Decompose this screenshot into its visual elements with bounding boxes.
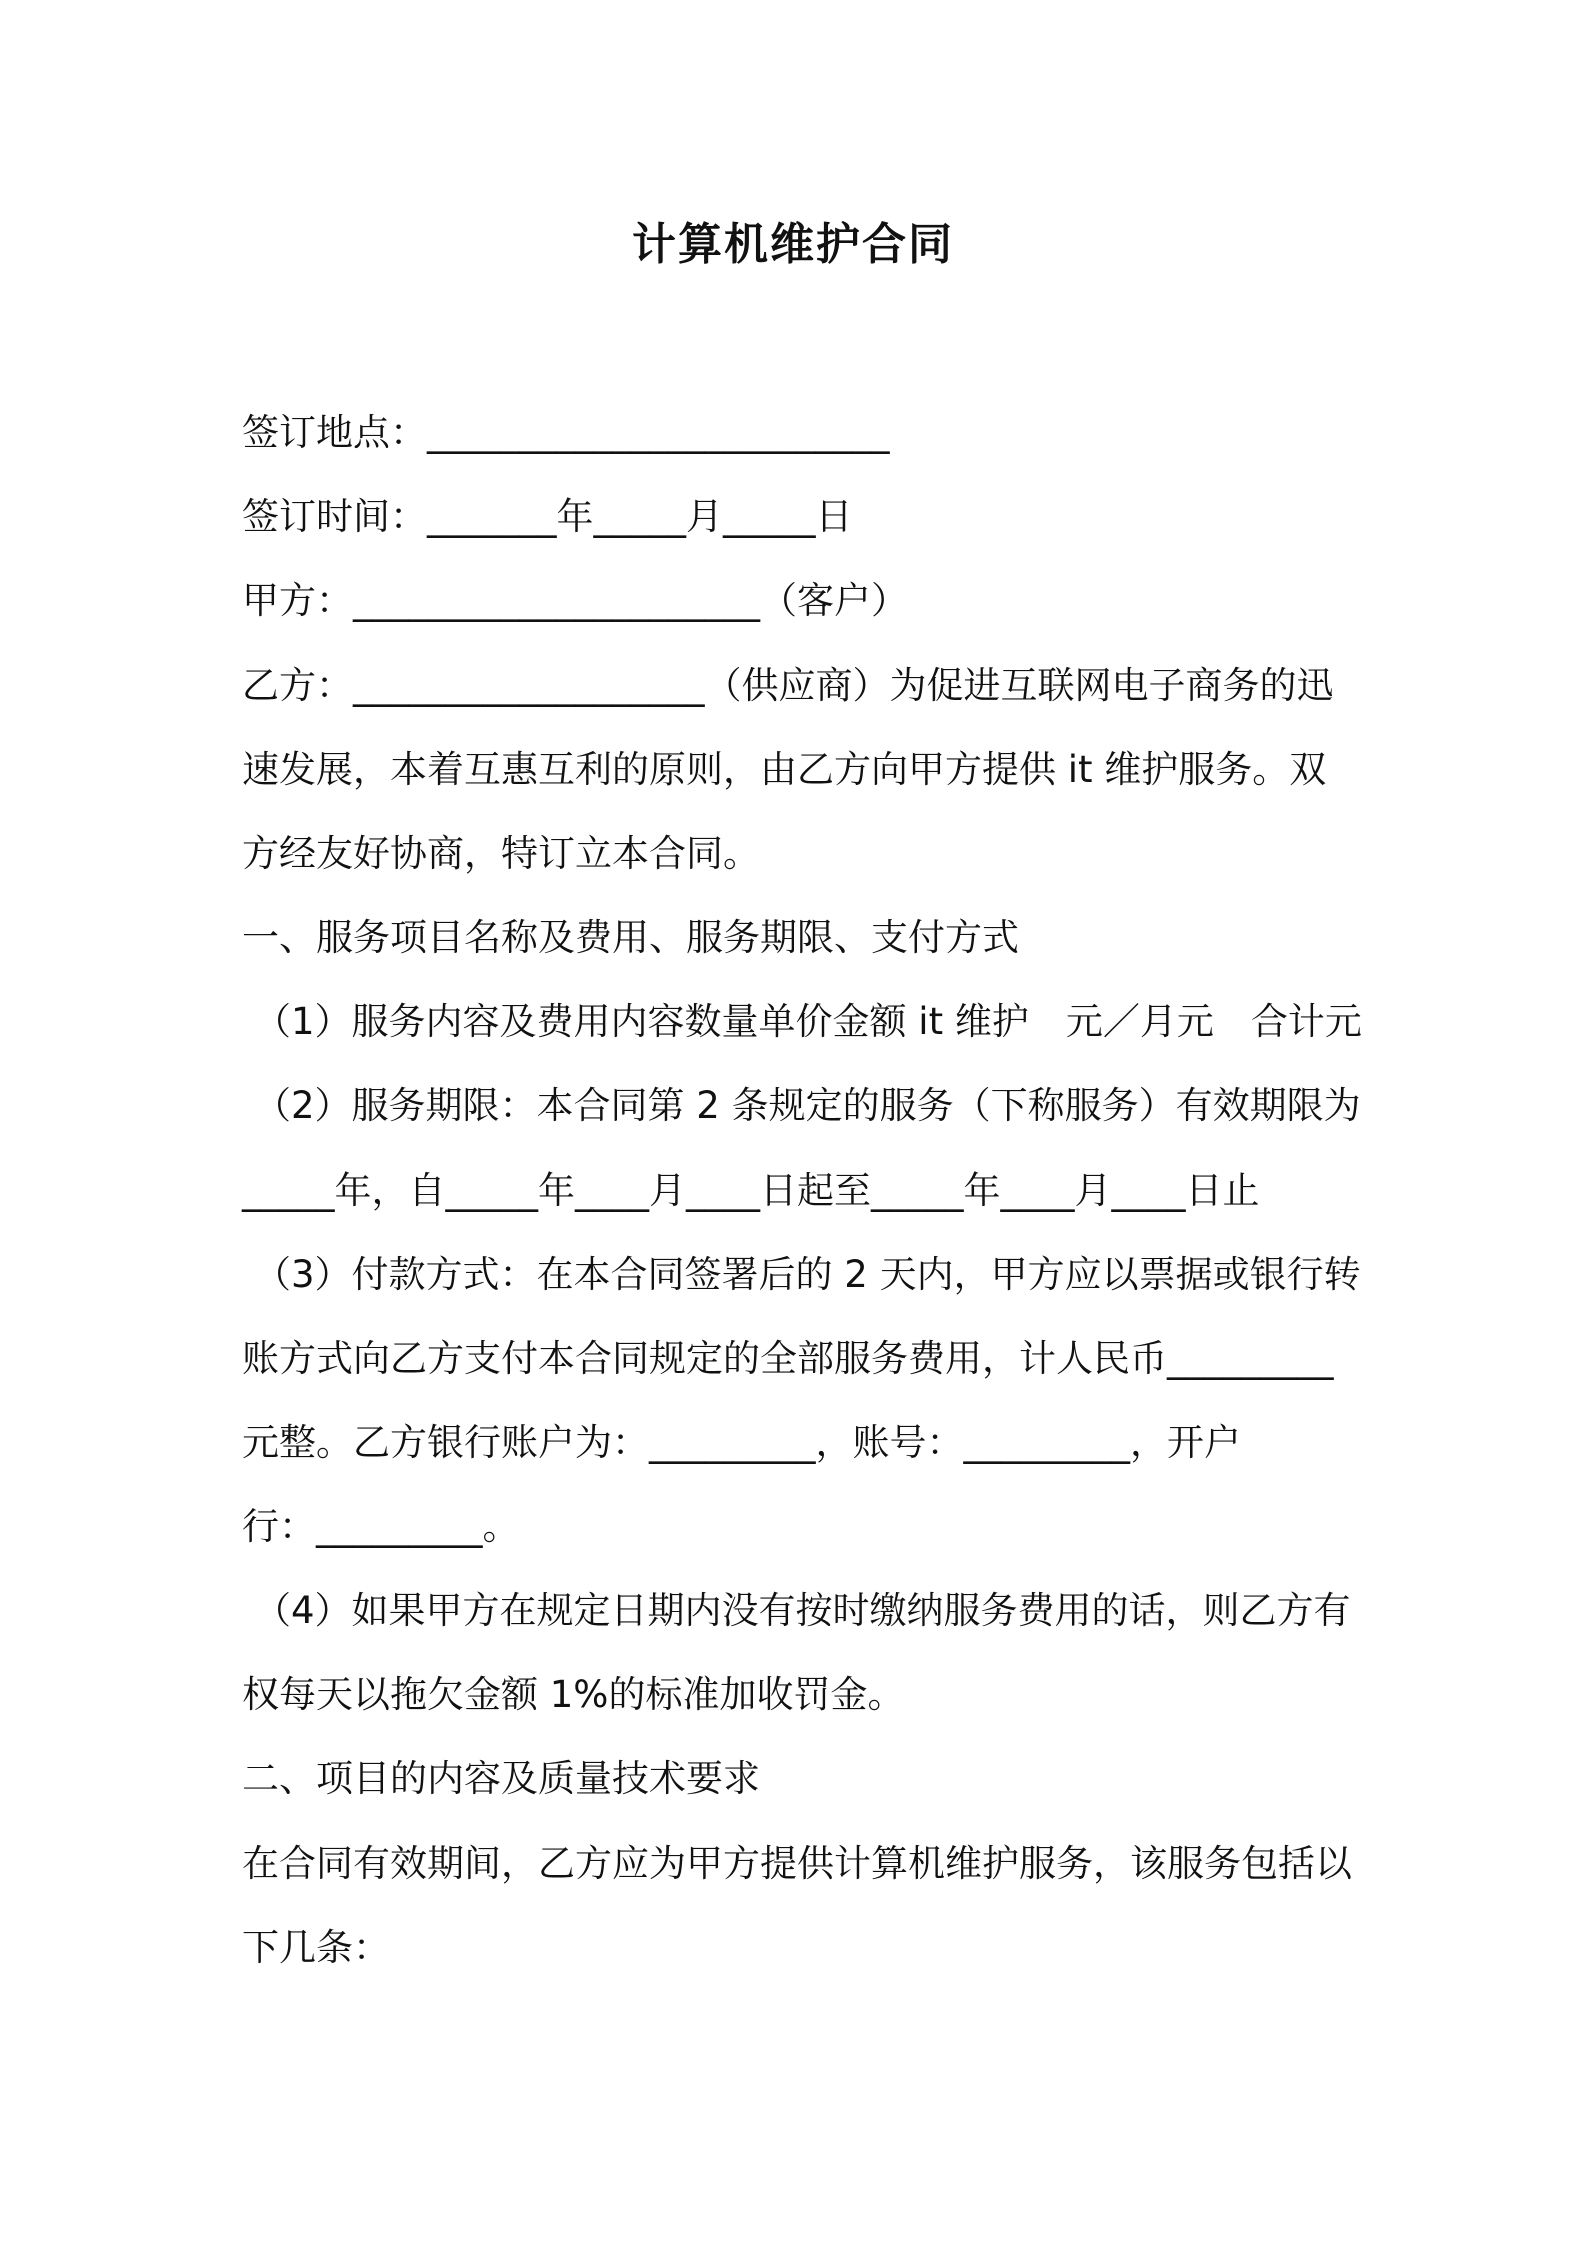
clause-4-line-1: （4）如果甲方在规定日期内没有按时缴纳服务费用的话，则乙方有 bbox=[254, 1589, 1351, 1632]
clause-3-line-1: （3）付款方式：在本合同签署后的 2 天内，甲方应以票据或银行转 bbox=[254, 1253, 1361, 1296]
intro-line-2: 速发展，本着互惠互利的原则，由乙方向甲方提供 it 维护服务。双 bbox=[242, 748, 1327, 791]
intro-line-3: 方经友好协商，特订立本合同。 bbox=[242, 832, 760, 875]
document-title: 计算机维护合同 bbox=[632, 219, 954, 270]
clause-1-line: （1）服务内容及费用内容数量单价金额 it 维护 元／月元 合计元 bbox=[254, 1000, 1362, 1043]
clause-2-line-1: （2）服务期限：本合同第 2 条规定的服务（下称服务）有效期限为 bbox=[254, 1084, 1361, 1127]
clause-2-line-2: _____年，自_____年____月____日起至_____年____月____日止 bbox=[242, 1169, 1260, 1212]
section-one-heading: 一、服务项目名称及费用、服务期限、支付方式 bbox=[242, 916, 1019, 959]
section-two-heading: 二、项目的内容及质量技术要求 bbox=[242, 1757, 760, 1800]
clause-3-line-4: 行：_________。 bbox=[242, 1505, 520, 1548]
clause-4-line-2: 权每天以拖欠金额 1%的标准加收罚金。 bbox=[242, 1673, 905, 1716]
signing-location-line: 签订地点：_________________________ bbox=[242, 411, 890, 454]
clause-3-line-3: 元整。乙方银行账户为：_________，账号：_________，开户 bbox=[242, 1421, 1241, 1464]
section-two-line-2: 下几条： bbox=[242, 1926, 390, 1969]
clause-3-line-2: 账方式向乙方支付本合同规定的全部服务费用，计人民币_________ bbox=[242, 1337, 1334, 1380]
party-a-line: 甲方：______________________（客户） bbox=[242, 579, 908, 622]
party-b-line: 乙方：___________________（供应商）为促进互联网电子商务的迅 bbox=[242, 664, 1334, 707]
section-two-line-1: 在合同有效期间，乙方应为甲方提供计算机维护服务，该服务包括以 bbox=[242, 1842, 1352, 1885]
signing-date-line: 签订时间：_______年_____月_____日 bbox=[242, 495, 853, 538]
